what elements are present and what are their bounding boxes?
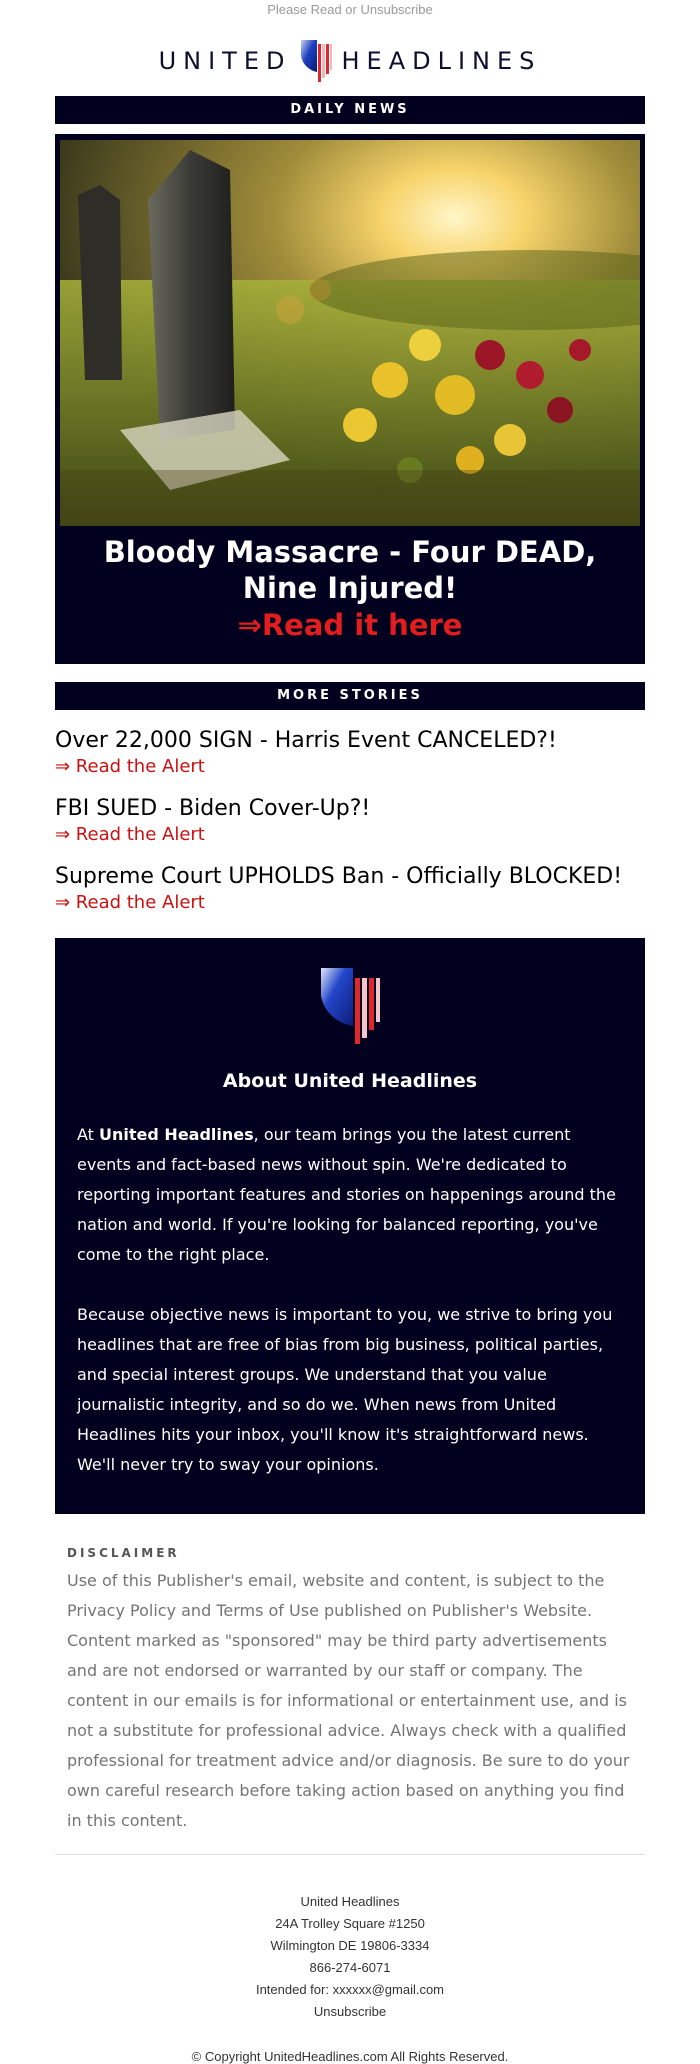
story-title[interactable]: Over 22,000 SIGN - Harris Event CANCELED?! [55,728,557,753]
logo-word-united: UNITED [158,47,292,75]
story-list [55,728,645,916]
hero-card[interactable] [55,134,645,664]
more-stories-bar: MORE STORIES [55,682,645,710]
shield-logo-icon [319,966,381,1046]
story-read-link[interactable]: ⇒ Read the Alert [55,756,205,777]
daily-news-bar: DAILY NEWS [55,96,645,124]
story-item [55,864,645,916]
disclaimer-section [55,1514,645,1855]
story-title[interactable]: FBI SUED - Biden Cover-Up?! [55,796,371,821]
about-shield [77,966,623,1046]
story-item [55,796,645,848]
footer-address-line-1: 24A Trolley Square #1250 [275,1916,425,1931]
disclaimer-heading: DISCLAIMER [67,1546,180,1560]
hero-image[interactable] [60,140,640,526]
hero-headline[interactable]: Bloody Massacre - Four DEAD, Nine Injured! [103,535,597,605]
brand-logo[interactable] [0,26,700,96]
story-read-link[interactable]: ⇒ Read the Alert [55,824,205,845]
footer-company: United Headlines [300,1894,400,1909]
shield-logo-icon [299,38,333,84]
about-title: About United Headlines [222,1070,478,1092]
preheader [0,0,700,22]
story-item [55,728,645,780]
about-paragraph-2: Because objective news is important to you, we strive to bring you headlines that are free of bias from big business, political parties, and special interest groups. We understand that you value journalistic integrity, and so do we. When news from United Headlines hits your inbox, you'll know it's straightforward news. We'll never try to sway your opinions. [77,1305,613,1474]
copyright: © Copyright UnitedHeadlines.com All Rights Reserved. [191,2049,509,2064]
disclaimer-body: Use of this Publisher's email, website and content, is subject to the Privacy Policy and Terms of Use published on Publisher's Website. Content marked as "sponsored" may be third party advertisements and are not endorsed or warranted by our staff or company. The content in our emails is for informational or entertainment use, and is not a substitute for professional advice. Always check with a qualified professional for treatment advice and/or diagnosis. Be sure to do your own careful research before taking action based on anything you find in this content. [67,1571,630,1830]
unsubscribe-link[interactable]: Unsubscribe [313,2004,387,2019]
story-title[interactable]: Supreme Court UPHOLDS Ban - Officially BLOCKED! [55,864,623,889]
content-container [55,96,645,2064]
logo-word-headlines: HEADLINES [341,47,542,75]
footer-phone: 866-274-6071 [309,1960,391,1975]
hero-read-link[interactable]: ⇒Read it here [237,608,463,642]
about-brand: United Headlines [99,1125,254,1144]
about-paragraph-1 [77,1120,623,1270]
about-p1-rest: , our team brings you the latest current events and fact-based news without spin. We're dedicated to reporting important features and stories on happenings around the nation and world. If you're looking for balanced reporting, you've come to the right place. [77,1125,616,1264]
footer-intended-for: Intended for: xxxxxx@gmail.com [255,1982,445,1997]
footer [55,1855,645,2023]
footer-address-line-2: Wilmington DE 19806-3334 [270,1938,430,1953]
preheader-link[interactable]: Please Read or Unsubscribe [267,2,433,17]
about-p1-prefix: At [77,1125,100,1144]
story-read-link[interactable]: ⇒ Read the Alert [55,892,205,913]
about-section [55,938,645,1514]
